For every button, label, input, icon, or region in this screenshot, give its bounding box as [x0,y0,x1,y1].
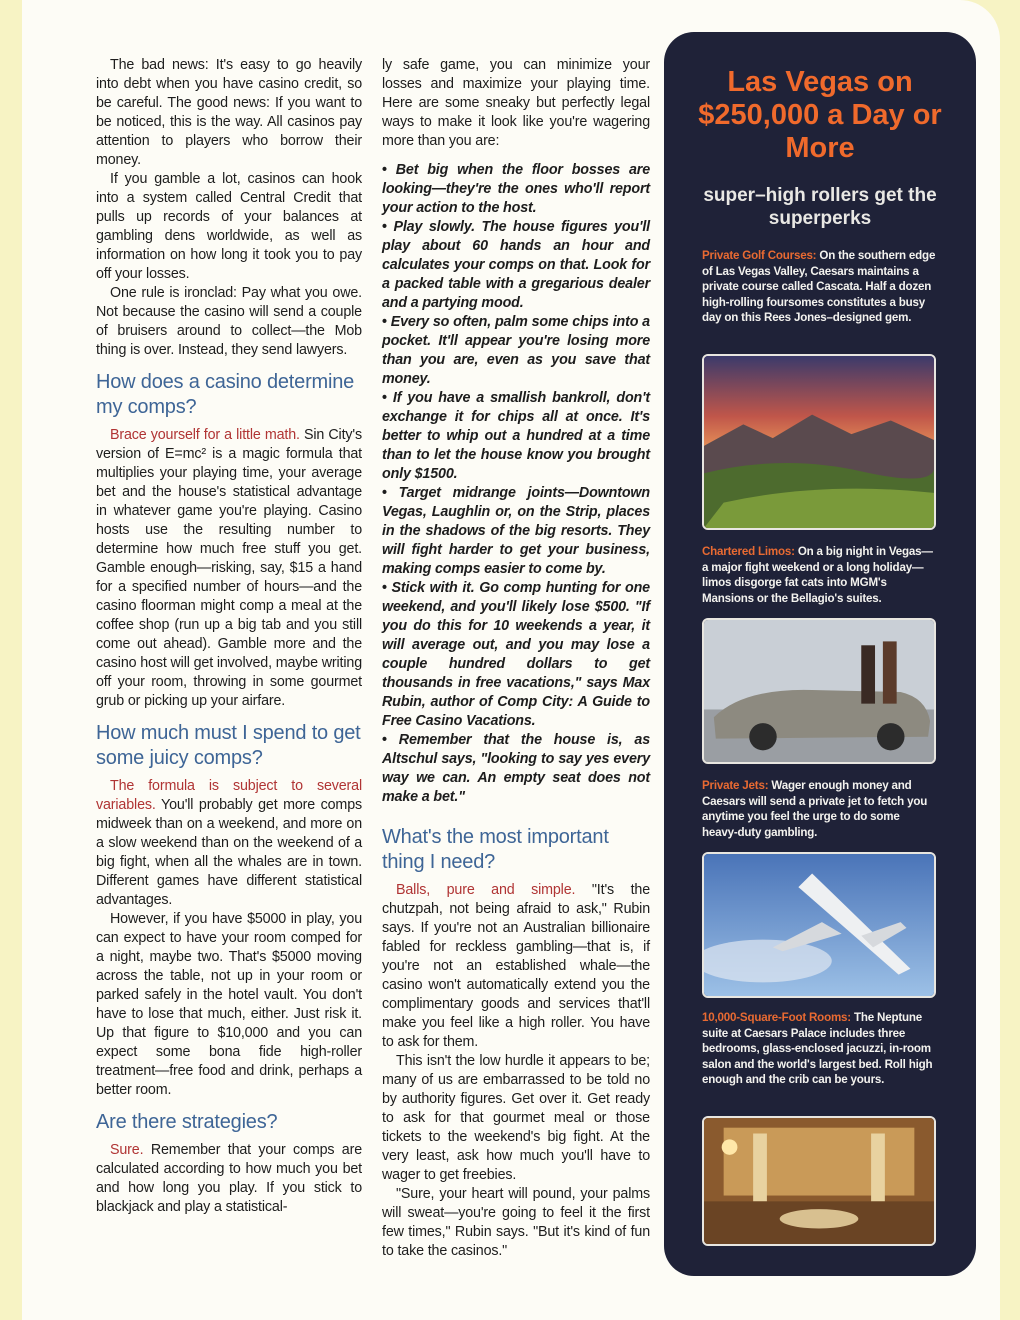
tip-item: • Stick with it. Go comp hunting for one weekend, and you'll likely lose $500. "If you do this for 10 weekends a year, it will average out, and you may lose a couple hundred dollars to get thousands in free vacations," says Max Rubin, author of Comp City: A Guide to Free Casino Vacations. [382,579,650,731]
tip-item: • Every so often, palm some chips into a pocket. It'll appear you're losing more than you are, even as you save that money. [382,313,650,389]
sidebar-item-golf [702,248,938,326]
paragraph: One rule is ironclad: Pay what you owe. Not because the casino will send a couple of bruisers around to collect—the Mob thing is over. Instead, they send lawyers. [96,285,362,358]
paragraph-text: "It's the chutzpah, not being afraid to ask," Rubin says. If you're not an Australian billionaire fabled for reckless gambling—that is, if you're not an established whale—the casino won't automatically extend you the complimentary goods and services that'll make you feel like a high roller. You have to ask for them. [382,882,650,1050]
sidebar-item-rooms [702,1010,938,1088]
sidebar-item-jets [702,778,938,840]
lead-in: The formula is subject to several variables. [96,778,362,813]
paragraph: The bad news: It's easy to go heavily into debt when you have casino credit, so be careful. The good news: If you want to be noticed, this is the way. All casinos pay attention to players who borrow their money. [96,57,362,168]
item-text: The Neptune suite at Caesars Palace includes three bedrooms, glass-enclosed jacuzzi, in-room salon and the world's largest bed. Roll high enough and the crib can be yours. [702,1011,933,1086]
tip-item: • Bet big when the floor bosses are looking—they're the ones who'll report your action to the host. [382,161,650,218]
item-label: Private Jets: [702,779,769,792]
lead-in: Balls, pure and simple. [396,882,576,898]
paragraph: ly safe game, you can minimize your losses and maximize your playing time. Here are some sneaky but perfectly legal ways to make it look like you're wagering more than you are: [382,57,650,149]
paragraph: "Sure, your heart will pound, your palms will sweat—you're going to feel it the first few times," Rubin says. "But it's kind of fun to take the casinos." [382,1186,650,1259]
paragraph: This isn't the low hurdle it appears to be; many of us are embarrassed to be told no by authority figures. Get over it. Get ready to ask for that gourmet meal or those tickets to the weekend's big fight. At the very least, ask how much you'll have to wager to get freebies. [382,1053,650,1183]
paragraph-text: You'll probably get more comps midweek than on a weekend, and more on a slow weekend than on the weekend of a big fight, when all the whales are in town. Different games have different statistical advantages. [96,797,362,908]
sidebar-subtitle: super–high rollers get the superperks [703,185,937,229]
section-heading-comps: How does a casino determine my comps? [96,371,355,418]
private-jet-photo [702,852,936,998]
item-text: Wager enough money and Caesars will send a private jet to fetch you anytime you feel the urge to do some heavy-duty gambling. [702,779,928,839]
paragraph-text: Remember that your comps are calculated according to how much you bet and how long you play. If you stick to blackjack and play a statistical- [96,1142,362,1215]
tip-item: • Target midrange joints—Downtown Vegas, Laughlin or, on the Strip, places in the shadows of the big resorts. They will fight harder to get your business, making comps easier to come by. [382,484,650,579]
item-text: On a big night in Vegas—a major fight weekend or a long holiday—limos disgorge fat cats into MGM's Mansions or the Bellagio's suites. [702,545,933,605]
tips-list [382,161,650,807]
paragraph: However, if you have $5000 in play, you can expect to have your room comped for a night, maybe two. That's $5000 moving across the table, not up in your room or parked safely in the hotel vault. You don't have to lose that much, either. Just risk it. Up that figure to $10,000 and you can expect some bona fide high-roller treatment—free food and drink, perhaps a better room. [96,911,362,1098]
golf-course-photo [702,354,936,530]
tip-item: • If you have a smallish bankroll, don't exchange it for chips all at once. It's better to whip out a hundred at a time than to let the house know you brought only $1500. [382,389,650,484]
limo-photo [702,618,936,764]
tip-item: • Play slowly. The house figures you'll play about 60 hands an hour and calculates your comps on that. Look for a packed table with a gregarious dealer and a partying mood. [382,218,650,313]
tip-item: • Remember that the house is, as Altschul says, "looking to say yes every way we can. An empty seat does not make a bet." [382,731,650,807]
sidebar-title: Las Vegas on $250,000 a Day or More [698,66,942,164]
item-label: Private Golf Courses: [702,249,817,262]
section-heading-spend: How much must I spend to get some juicy comps? [96,722,361,769]
item-label: 10,000-Square-Foot Rooms: [702,1011,851,1024]
section-heading-strategies: Are there strategies? [96,1111,278,1133]
article-column-1 [96,56,362,1217]
paragraph-text: Sin City's version of E=mc² is a magic formula that multiplies your playing time, your average bet and the house's statistical advantage in whatever game you're playing. Casino hosts use the resulting number to determine how much free stuff you get. Gamble enough—risking, say, $15 a hand for a specified number of hours—and the casino floorman might comp a meal at the coffee shop (run up a big tab and you still come out ahead). Gamble more and the casino host will get involved, maybe writing off your room, throwing in some gourmet grub or picking up your airfare. [96,427,362,709]
sidebar-item-limos [702,544,938,606]
section-heading-need: What's the most important thing I need? [382,826,609,873]
lead-in: Sure. [110,1142,144,1158]
item-label: Chartered Limos: [702,545,795,558]
sidebar-panel [664,32,976,1276]
item-text: On the southern edge of Las Vegas Valley, Caesars maintains a private course called Cascata. Half a dozen high-rolling foursomes constitutes a busy day on this Rees Jones–designed gem. [702,249,936,324]
lead-in: Brace yourself for a little math. [110,427,300,443]
suite-photo [702,1116,936,1246]
article-column-2 [382,56,650,1261]
paragraph: If you gamble a lot, casinos can hook into a system called Central Credit that pulls up records of your balances at gambling dens worldwide, as well as information on how long it took you to pay off your losses. [96,171,362,282]
